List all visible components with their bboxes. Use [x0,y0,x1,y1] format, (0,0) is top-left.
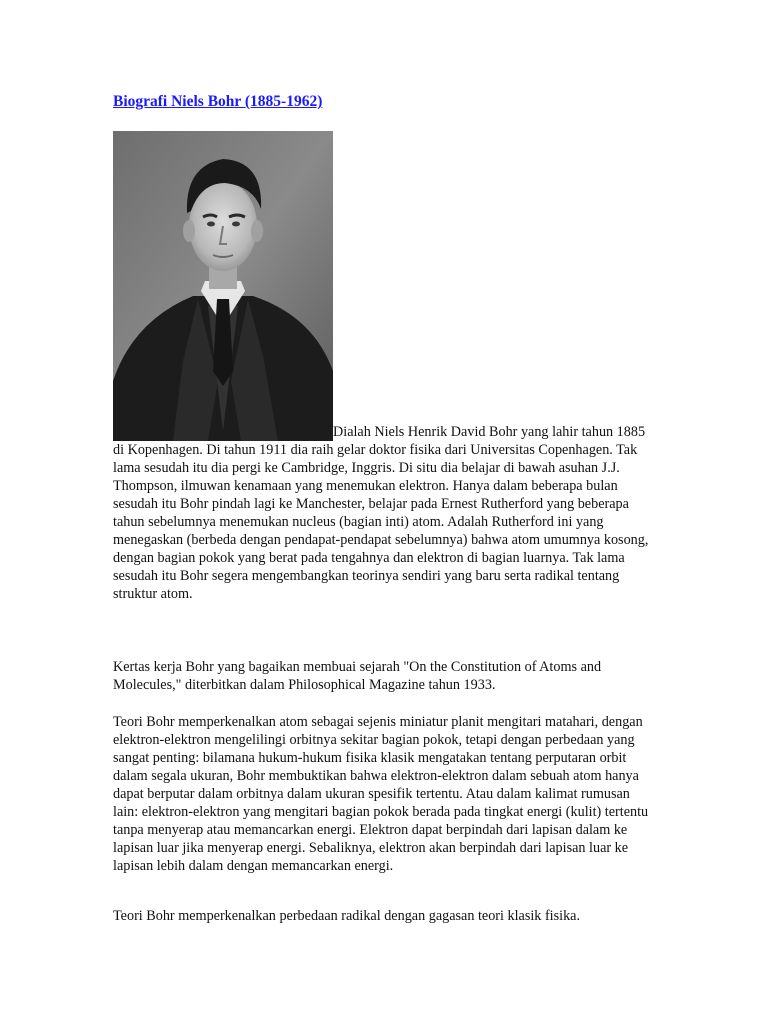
portrait-photo [113,131,333,441]
paragraph-publication: Kertas kerja Bohr yang bagaikan membuai sejarah "On the Constitution of Atoms and Molecules," diterbitkan dalam Philosophical Magazine tahun 1933. [113,659,602,693]
paragraph-conclusion: Teori Bohr memperkenalkan perbedaan radikal dengan gagasan teori klasik fisika. [113,908,581,924]
intro-paragraph [113,131,658,603]
paragraph-theory: Teori Bohr memperkenalkan atom sebagai sejenis miniatur planit mengitari matahari, dengan elektron-elektron mengelilingi orbitnya sekitar bagian pokok, tetapi dengan perbedaan yang sangat penting: bilamana hukum-hukum fisika klasik mengatakan tentang perputaran orbit dalam segala ukuran, Bohr membuktikan bahwa elektron-elektron dalam sebuah atom hanya dapat berputar dalam orbitnya dalam ukuran spesifik tertentu. Atau dalam kalimat rumusan lain: elektron-elektron yang mengitari bagian pokok berada pada tingkat energi (kulit) tertentu tanpa menyerap atau memancarkan energi. Elektron dapat berpindah dari lapisan dalam ke lapisan luar jika menyerap energi. Sebaliknya, elektron akan berpindah dari lapisan luar ke lapisan lebih dalam dengan memancarkan energi. [113,714,649,874]
intro-text: Dialah Niels Henrik David Bohr yang lahir tahun 1885 di Kopenhagen. Di tahun 1911 dia raih gelar doktor fisika dari Universitas Copenhagen. Tak lama sesudah itu dia pergi ke Cambridge, Inggris. Di situ dia belajar di bawah asuhan J.J. Thompson, ilmuwan kenamaan yang menemukan elektron. Hanya dalam beberapa bulan sesudah itu Bohr pindah lagi ke Manchester, belajar pada Ernest Rutherford yang beberapa tahun sebelumnya menemukan nucleus (bagian inti) atom. Adalah Rutherford ini yang menegaskan (berbeda dengan pendapat-pendapat sebelumnya) bahwa atom umumnya kosong, dengan bagian pokok yang berat pada tengahnya dan elektron di bagian luarnya. Tak lama sesudah itu Bohr segera mengembangkan teorinya sendiri yang baru serta radikal tentang struktur atom. [113,424,649,602]
page-title-link[interactable]: Biografi Niels Bohr (1885-1962) [113,93,323,110]
